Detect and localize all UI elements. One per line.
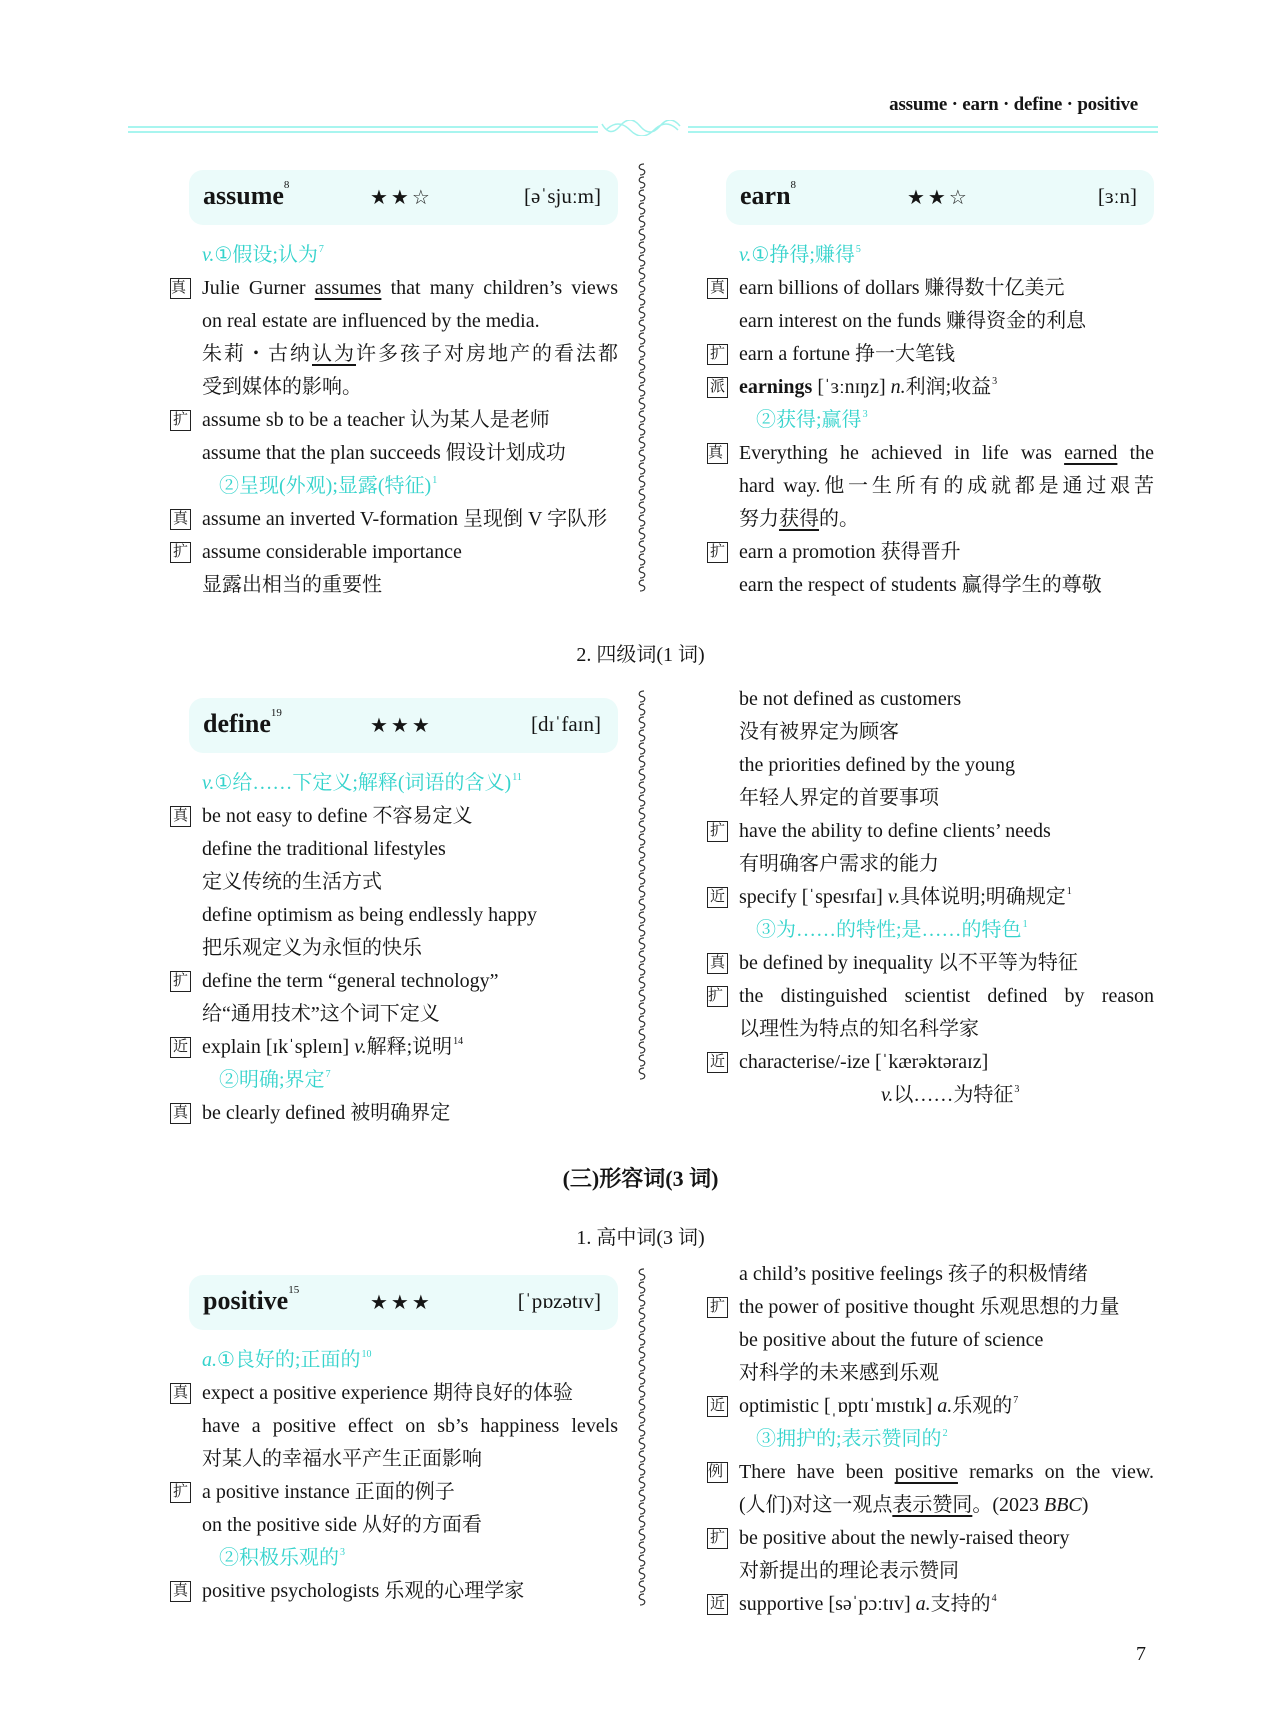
line-text: assume an inverted V-formation 呈现倒 V 字队形 (202, 508, 608, 530)
frequency-superscript: 2 (942, 1428, 948, 1439)
example-line (707, 1013, 1154, 1046)
line-text: ②获得;赢得 (756, 409, 862, 431)
italic-text: v. (202, 244, 215, 266)
frequency-superscript: 3 (992, 376, 998, 387)
headword-text: positive (203, 1286, 289, 1315)
example-line (170, 404, 618, 437)
entry-positive (170, 1275, 618, 1608)
example-line (707, 437, 1154, 470)
line-text: 具体说明;明确规定 (900, 886, 1066, 908)
section-heading-senior-high: 1. 高中词(3 词) (576, 1227, 705, 1249)
example-line (707, 1079, 1154, 1112)
line-text: supportive [səˈpɔːtɪv] (739, 1593, 916, 1615)
example-line (170, 536, 618, 569)
frequency-superscript: 3 (1014, 1084, 1020, 1095)
line-text: on the positive side 从好的方面看 (202, 1514, 482, 1536)
extension-tag-icon: 扩 (707, 1297, 728, 1318)
line-text: 对新提出的理论表示赞同 (739, 1560, 959, 1582)
italic-text: v. (739, 244, 752, 266)
example-line (170, 338, 618, 371)
page-number: 7 (1136, 1643, 1146, 1665)
line-text: a child’s positive feelings 孩子的积极情绪 (739, 1263, 1088, 1285)
star-rating: ★★★ (370, 1292, 433, 1314)
line-text: characterise/-ize [ˈkærəktəraɪz] (739, 1051, 989, 1073)
underlined-keyword: positive (894, 1461, 958, 1483)
example-line (170, 272, 618, 305)
example-line (707, 1522, 1154, 1555)
italic-text: BBC (1044, 1494, 1082, 1516)
sense-line (170, 767, 618, 800)
line-text: There have been (739, 1461, 895, 1483)
line-text: earn a fortune 挣一大笔钱 (739, 343, 956, 365)
frequency-superscript: 3 (862, 409, 868, 420)
example-line (707, 272, 1154, 305)
line-text: 利润;收益 (905, 376, 992, 398)
example-line (707, 815, 1154, 848)
example-line (707, 503, 1154, 536)
line-text: optimistic [ˌɒptɪˈmɪstɪk] (739, 1395, 938, 1417)
line-text: be clearly defined 被明确界定 (202, 1102, 451, 1124)
line-text: the priorities defined by the young (739, 754, 1016, 776)
example-line (707, 1258, 1154, 1291)
example-line (707, 1390, 1154, 1423)
line-text: Everything he achieved in life was (739, 442, 1065, 464)
line-text: assume sb to be a teacher 认为某人是老师 (202, 409, 550, 431)
star-rating: ★★☆ (907, 187, 970, 209)
underlined-keyword: assumes (314, 277, 382, 299)
example-line (170, 1575, 618, 1608)
section-heading-cet4: 2. 四级词(1 词) (576, 644, 705, 666)
example-line (707, 848, 1154, 881)
phonetic: [ɜːn] (1097, 184, 1137, 208)
example-line (170, 503, 618, 536)
sense-line (170, 1344, 618, 1377)
example-line (707, 980, 1154, 1013)
line-text: define the traditional lifestyles (202, 838, 446, 860)
underlined-keyword: 表示赞同 (892, 1494, 973, 1516)
italic-text: n. (890, 376, 906, 398)
line-text: earn a promotion 获得晋升 (739, 541, 961, 563)
example-line (170, 1031, 618, 1064)
line-text: remarks on the view. (957, 1461, 1154, 1483)
line-text: explain [ɪkˈspleɪn] (202, 1036, 355, 1058)
star-rating: ★★★ (370, 715, 433, 737)
headword-text: define (203, 709, 271, 738)
example-line (170, 305, 618, 338)
line-text: on real estate are influenced by the media. (202, 310, 540, 332)
sense-line (170, 470, 618, 503)
example-line (707, 371, 1154, 404)
exam-tag-icon: 真 (170, 1581, 191, 1602)
line-text: 乐观的 (952, 1395, 1013, 1417)
example-line (707, 881, 1154, 914)
example-line (170, 569, 618, 602)
wavy-divider-icon (636, 690, 648, 1092)
exam-tag-icon: 真 (170, 509, 191, 530)
example-line (707, 338, 1154, 371)
line-text: assume considerable importance (202, 541, 462, 563)
extension-tag-icon: 扩 (170, 542, 191, 563)
example-line (707, 536, 1154, 569)
frequency-count: 8 (283, 179, 290, 191)
line-text: be not easy to define 不容易定义 (202, 805, 473, 827)
line-text: 朱莉・古纳 (202, 343, 312, 365)
line-text: have the ability to define clients’ needs (739, 820, 1051, 842)
line-text: be not defined as customers (739, 688, 962, 710)
extension-tag-icon: 扩 (707, 821, 728, 842)
example-line (707, 1291, 1154, 1324)
example-line (170, 1097, 618, 1130)
line-text: 有明确客户需求的能力 (739, 853, 939, 875)
example-line (170, 866, 618, 899)
column-divider (636, 163, 648, 595)
example-line (170, 800, 618, 833)
exam-tag-icon: 真 (707, 953, 728, 974)
exam-tag-icon: 真 (707, 278, 728, 299)
exam-tag-icon: 真 (170, 1103, 191, 1124)
sense-line (707, 914, 1154, 947)
line-text: earn billions of dollars 赚得数十亿美元 (739, 277, 1065, 299)
star-rating: ★★☆ (370, 187, 433, 209)
frequency-count: 19 (270, 707, 282, 719)
sense-line (170, 1064, 618, 1097)
line-text: 没有被界定为顾客 (739, 721, 899, 743)
line-text: a positive instance 正面的例子 (202, 1481, 455, 1503)
line-text: define optimism as being endlessly happy (202, 904, 537, 926)
header-ornament-icon (598, 120, 688, 136)
line-text: 。(2023 (972, 1494, 1044, 1516)
word-card (189, 1275, 618, 1330)
extension-tag-icon: 扩 (707, 1528, 728, 1549)
frequency-superscript: 1 (432, 475, 438, 486)
sense-line (707, 1423, 1154, 1456)
entry-earn (707, 170, 1154, 602)
word-card (726, 170, 1154, 225)
line-text: earn interest on the funds 赚得资金的利息 (739, 310, 1087, 332)
line-text: ③为……的特性;是……的特色 (756, 919, 1022, 941)
italic-text: v. (881, 1084, 894, 1106)
line-text: ) (1081, 1494, 1089, 1516)
line-text: 支持的 (930, 1593, 991, 1615)
headword-text: assume (203, 181, 284, 210)
line-text: 把乐观定义为永恒的快乐 (202, 937, 422, 959)
frequency-superscript: 11 (512, 772, 522, 783)
line-text: specify [ˈspesɪfaɪ] (739, 886, 888, 908)
synonym-tag-icon: 近 (170, 1037, 191, 1058)
wavy-divider-icon (636, 163, 648, 595)
example-line (707, 470, 1154, 503)
synonym-tag-icon: 近 (707, 1052, 728, 1073)
frequency-superscript: 7 (318, 244, 324, 255)
example-line (707, 683, 1154, 716)
entry-define-continued (707, 683, 1154, 1112)
derivative-tag-icon: 派 (707, 377, 728, 398)
italic-text: v. (887, 886, 901, 908)
line-text: 许多孩子对房地产的看法都 (356, 343, 618, 365)
line-text: 年轻人界定的首要事项 (739, 787, 939, 809)
line-text: 受到媒体的影响。 (202, 376, 362, 398)
word-card (189, 170, 618, 225)
example-line (707, 305, 1154, 338)
example-line (707, 782, 1154, 815)
italic-text: v. (354, 1036, 367, 1058)
exam-tag-icon: 真 (707, 443, 728, 464)
example-line (170, 965, 618, 998)
headword (203, 181, 289, 211)
example-line (707, 569, 1154, 602)
example-line (170, 1410, 618, 1443)
italic-text: a. (915, 1593, 931, 1615)
extension-tag-icon: 扩 (707, 986, 728, 1007)
example-line (170, 998, 618, 1031)
example-line (707, 1489, 1154, 1522)
wavy-divider-icon (636, 1268, 648, 1618)
line-text: be positive about the newly-raised theory (739, 1527, 1070, 1549)
line-text: be positive about the future of science (739, 1329, 1044, 1351)
line-text: 对某人的幸福水平产生正面影响 (202, 1448, 482, 1470)
sense-line (170, 1542, 618, 1575)
line-text: 定义传统的生活方式 (202, 871, 382, 893)
frequency-superscript: 14 (453, 1036, 464, 1047)
headword (203, 1286, 299, 1316)
line-text: be defined by inequality 以不平等为特征 (739, 952, 1078, 974)
example-line (170, 932, 618, 965)
line-text: 解释;说明 (366, 1036, 453, 1058)
italic-text: v. (202, 772, 215, 794)
underlined-keyword: earned (1064, 442, 1118, 464)
example-line (707, 947, 1154, 980)
example-line (170, 833, 618, 866)
line-text: positive psychologists 乐观的心理学家 (202, 1580, 525, 1602)
example-line (707, 1456, 1154, 1489)
word-card (189, 698, 618, 753)
example-line (170, 1509, 618, 1542)
line-text: define the term “general technology” (202, 970, 499, 992)
line-text: that many children’s views (381, 277, 618, 299)
sense-line (170, 239, 618, 272)
frequency-superscript: 10 (361, 1349, 372, 1360)
example-line (707, 1588, 1154, 1621)
example-line (707, 1324, 1154, 1357)
line-text: 努力 (739, 508, 779, 530)
example-tag-icon: 例 (707, 1462, 728, 1483)
line-text: 对科学的未来感到乐观 (739, 1362, 939, 1384)
line-text: ②呈现(外观);显露(特征) (219, 475, 432, 497)
bold-term: earnings (739, 376, 813, 398)
example-line (707, 1555, 1154, 1588)
line-text: earn the respect of students 赢得学生的尊敬 (739, 574, 1102, 596)
section-heading-adjectives: (三)形容词(3 词) (562, 1166, 719, 1191)
synonym-tag-icon: 近 (707, 887, 728, 908)
extension-tag-icon: 扩 (170, 410, 191, 431)
line-text: 的。 (819, 508, 859, 530)
sense-line (707, 239, 1154, 272)
line-text: assume that the plan succeeds 假设计划成功 (202, 442, 566, 464)
frequency-superscript: 4 (991, 1593, 997, 1604)
line-text: 以……为特征 (893, 1084, 1014, 1106)
line-text: 给“通用技术”这个词下定义 (202, 1003, 440, 1025)
frequency-superscript: 5 (855, 244, 861, 255)
line-text: ①给……下定义;解释(词语的含义) (214, 772, 512, 794)
line-text: ③拥护的;表示赞同的 (756, 1428, 942, 1450)
italic-text: a. (937, 1395, 953, 1417)
phonetic: [əˈsjuːm] (524, 184, 601, 208)
frequency-superscript: 1 (1066, 886, 1072, 897)
exam-tag-icon: 真 (170, 278, 191, 299)
underlined-keyword: 获得 (779, 508, 819, 530)
frequency-superscript: 1 (1022, 919, 1028, 930)
example-line (707, 1357, 1154, 1390)
line-text: ②积极乐观的 (219, 1547, 339, 1569)
column-divider (636, 690, 648, 1092)
extension-tag-icon: 扩 (707, 344, 728, 365)
frequency-superscript: 7 (1013, 1395, 1019, 1406)
line-text: ①挣得;赚得 (751, 244, 855, 266)
line-text: hard way.他一生所有的成就都是通过艰苦 (739, 475, 1154, 497)
entry-assume (170, 170, 618, 602)
example-line (707, 749, 1154, 782)
running-head: assume · earn · define · positive (889, 94, 1138, 115)
frequency-superscript: 3 (340, 1547, 345, 1558)
entry-define (170, 698, 618, 1130)
frequency-count: 15 (288, 1284, 300, 1296)
line-text: the power of positive thought 乐观思想的力量 (739, 1296, 1120, 1318)
line-text: have a positive effect on sb’s happiness levels (202, 1415, 618, 1437)
sense-line (707, 404, 1154, 437)
entry-positive-continued (707, 1258, 1154, 1621)
example-line (170, 1476, 618, 1509)
frequency-count: 8 (790, 179, 797, 191)
underlined-keyword: 认为 (312, 343, 356, 365)
line-text: ②明确;界定 (219, 1069, 325, 1091)
synonym-tag-icon: 近 (707, 1396, 728, 1417)
example-line (707, 1046, 1154, 1079)
line-text: ①假设;认为 (214, 244, 318, 266)
italic-text: a. (202, 1349, 217, 1371)
line-text: the (1117, 442, 1155, 464)
extension-tag-icon: 扩 (170, 1482, 191, 1503)
exam-tag-icon: 真 (170, 806, 191, 827)
example-line (170, 1377, 618, 1410)
extension-tag-icon: 扩 (170, 971, 191, 992)
headword (740, 181, 796, 211)
line-text: ①良好的;正面的 (217, 1349, 361, 1371)
example-line (707, 716, 1154, 749)
example-line (170, 437, 618, 470)
synonym-tag-icon: 近 (707, 1594, 728, 1615)
exam-tag-icon: 真 (170, 1383, 191, 1404)
column-divider (636, 1268, 648, 1618)
line-text: expect a positive experience 期待良好的体验 (202, 1382, 573, 1404)
example-line (170, 371, 618, 404)
line-text: 以理性为特点的知名科学家 (739, 1018, 979, 1040)
frequency-superscript: 7 (325, 1069, 331, 1080)
line-text: 显露出相当的重要性 (202, 574, 382, 596)
line-text: the distinguished scientist defined by reason (739, 985, 1154, 1007)
extension-tag-icon: 扩 (707, 542, 728, 563)
phonetic: [ˈpɒzətɪv] (517, 1289, 601, 1313)
line-text: [ˈɜːnɪŋz] (812, 376, 891, 398)
line-text: (人们)对这一观点 (739, 1494, 893, 1516)
line-text: Julie Gurner (202, 277, 315, 299)
headword (203, 709, 282, 739)
headword-text: earn (740, 181, 791, 210)
phonetic: [dɪˈfaɪn] (531, 712, 601, 736)
example-line (170, 899, 618, 932)
example-line (170, 1443, 618, 1476)
